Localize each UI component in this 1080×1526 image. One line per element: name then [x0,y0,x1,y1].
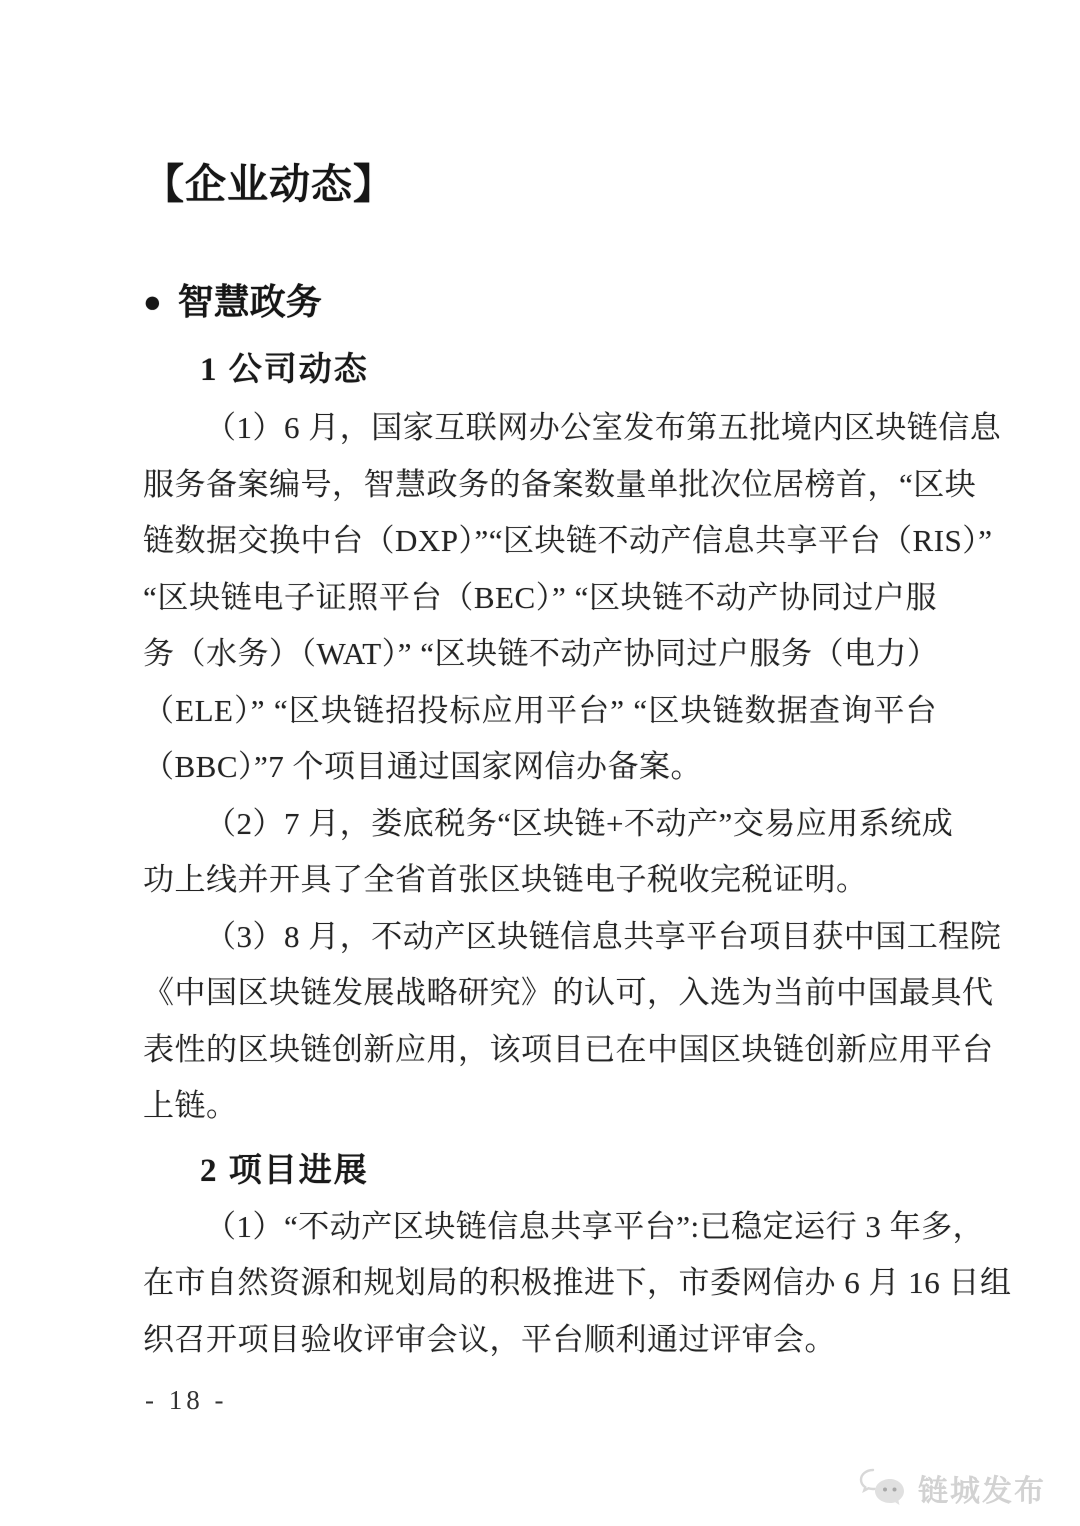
body-line: 链数据交换中台（DXP）”“区块链不动产信息共享平台（RIS）” [143,523,993,558]
body-line: （ELE）” “区块链招投标应用平台” “区块链数据查询平台 [143,692,937,728]
body-line: 《中国区块链发展战略研究》的认可，入选为当前中国最具代 [143,975,994,1010]
body-line: 服务备案编号，智慧政务的备案数量单批次位居榜首，“区块 [143,466,977,502]
body-line: 务（水务）（WAT）” “区块链不动产协同过户服务（电力） [143,636,939,671]
body-line: 织召开项目验收评审会议，平台顺利通过评审会。 [143,1321,836,1357]
topic-label: 智慧政务 [177,281,322,322]
body-line: （1）6 月，国家互联网办公室发布第五批境内区块链信息 [205,410,1002,445]
body-line: 表性的区块链创新应用，该项目已在中国区块链创新应用平台 [143,1031,994,1067]
watermark-label: 链城发布 [918,1475,1046,1508]
body-line: 在市自然资源和规划局的积极推进下，市委网信办 6 月 16 日组 [143,1265,1012,1300]
body-line: （BBC）”7 个项目通过国家网信办备案。 [143,749,703,784]
paragraph-company-news-3 [143,909,1002,1135]
body-line: （2）7 月，娄底税务“区块链+不动产”交易应用系统成 [205,805,954,841]
paragraph-project-progress-1 [143,1199,1012,1369]
topic-heading [143,282,937,322]
document-body [143,158,1012,1368]
page-title: 【企业动态】 [143,161,395,207]
body-line: 上链。 [143,1088,238,1123]
paragraph-company-news-2 [143,796,954,909]
body-line: 功上线并开具了全省首张区块链电子税收完税证明。 [143,862,868,897]
section-heading-project: 2 项目进展 [200,1152,369,1189]
section-heading-company: 1 公司动态 [200,352,369,388]
body-line: （3）8 月，不动产区块链信息共享平台项目获中国工程院 [205,918,1002,954]
watermark [858,1466,1046,1510]
paragraph-company-news-1 [143,400,1002,796]
page-number: - 18 - [145,1385,228,1415]
bullet-icon: ● [143,284,162,319]
body-line: （1）“不动产区块链信息共享平台”:已稳定运行 3 年多， [205,1208,985,1244]
wechat-icon [858,1467,908,1509]
body-line: “区块链电子证照平台（BEC）” “区块链不动产协同过户服 [143,579,937,615]
